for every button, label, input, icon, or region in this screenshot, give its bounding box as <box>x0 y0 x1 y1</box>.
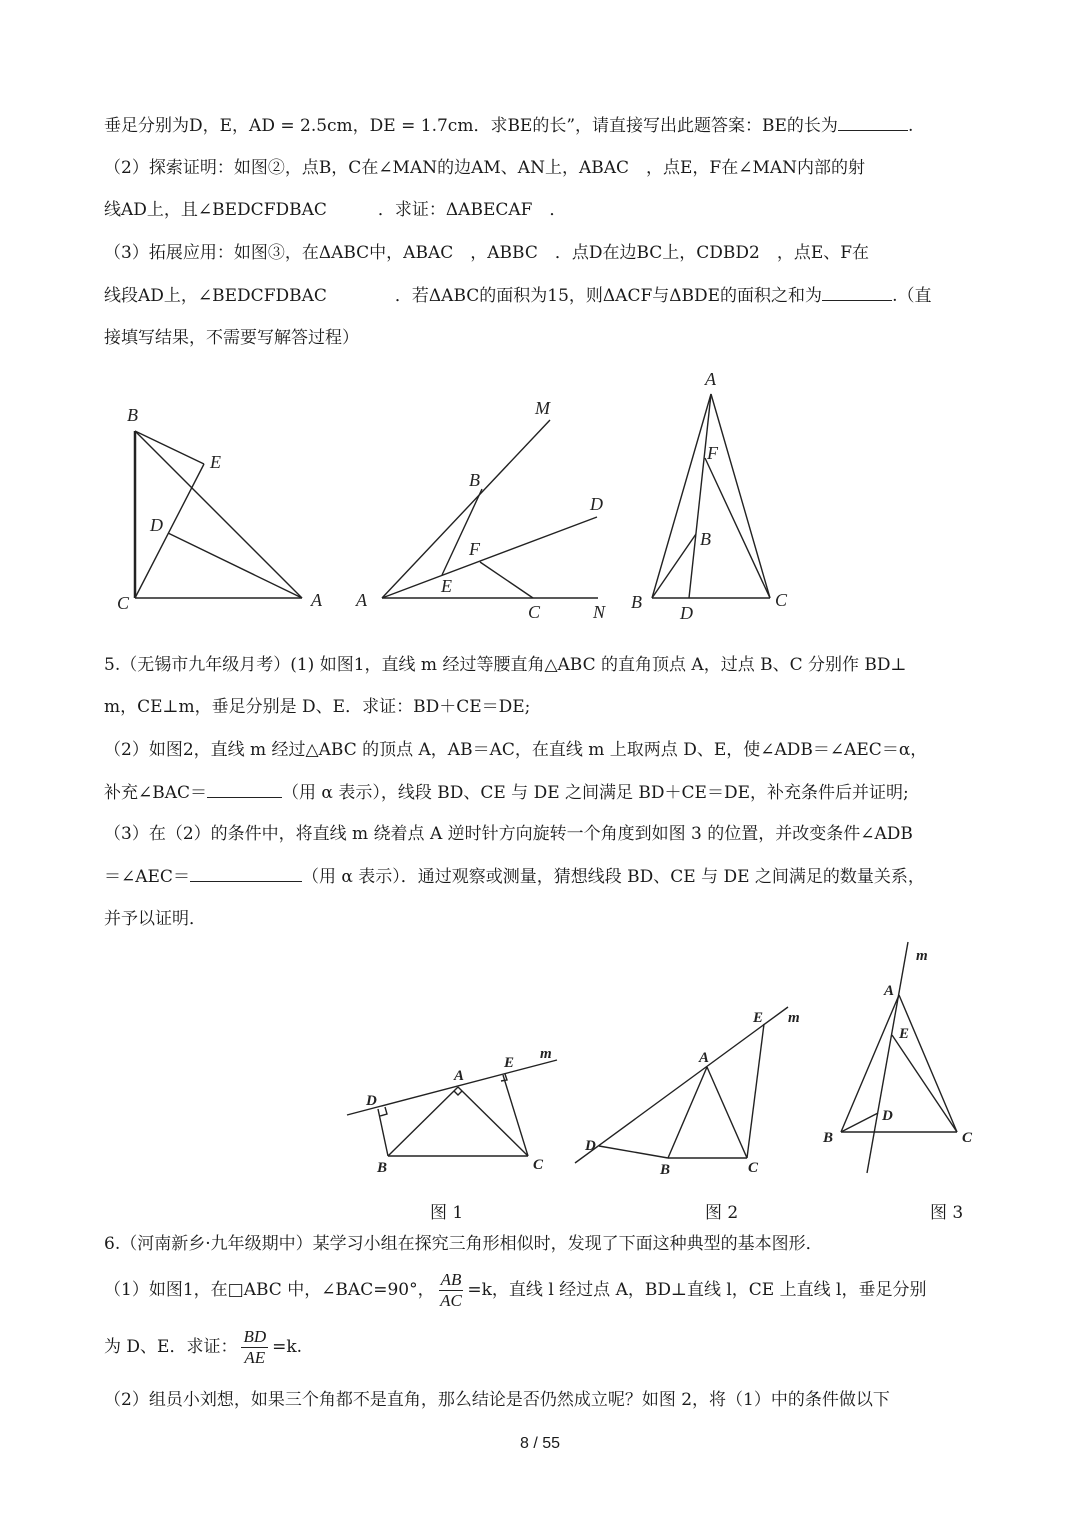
text: 线段AD上，∠BEDCFDBAC ．若ΔABC的面积为15，则ΔACF与ΔBDE的面积之和为 <box>104 286 823 306</box>
label-D: D <box>366 1093 377 1109</box>
fraction-numerator: BD <box>243 1327 267 1346</box>
problem4-part3-line2 <box>104 282 980 309</box>
label-C: C <box>962 1130 973 1146</box>
problem4-figure2 <box>350 390 630 630</box>
text: （1）如图1，在□ABC 中，∠BAC=90°， <box>104 1280 435 1300</box>
label-A: A <box>454 1068 465 1084</box>
text: 补充∠BAC＝ <box>104 783 208 803</box>
label-C: C <box>748 1160 759 1176</box>
label-B: B <box>631 592 642 612</box>
label-C: C <box>117 593 130 613</box>
label-B: B <box>469 470 480 490</box>
answer-blank[interactable] <box>190 863 302 882</box>
label-A: A <box>311 590 322 610</box>
problem5-figure1-caption: 图 1 <box>430 1203 464 1223</box>
label-F: F <box>707 443 718 463</box>
text: =k. <box>272 1337 303 1357</box>
fraction-ab-ac <box>439 1270 464 1311</box>
problem5-line3: （2）如图2，直线 m 经过△ABC 的顶点 A，AB＝AC，在直线 m 上取两点 D、E，使∠ADB＝∠AEC＝α， <box>104 740 928 760</box>
problem5-figure2-caption: 图 2 <box>705 1203 739 1223</box>
problem5-line6 <box>104 863 980 890</box>
answer-blank[interactable] <box>822 282 892 301</box>
problem6-line3 <box>104 1325 980 1369</box>
label-D: D <box>680 603 693 623</box>
problem5-figure3-caption: 图 3 <box>930 1203 964 1223</box>
problem5-line4 <box>104 779 980 806</box>
page-number: 8 / 55 <box>519 1435 561 1452</box>
problem5-figure1 <box>340 1046 570 1180</box>
problem5-line7: 并予以证明． <box>104 909 206 929</box>
label-E: E <box>441 576 452 596</box>
problem4-figure1 <box>100 365 350 625</box>
label-A: A <box>705 369 716 389</box>
label-m: m <box>916 948 928 964</box>
problem4-figure3 <box>620 365 800 630</box>
fraction-bd-ae <box>241 1327 268 1368</box>
problem5-line1: 5.（无锡市九年级月考）(1) 如图1，直线 m 经过等腰直角△ABC 的直角顶点 A，过点 B、C 分别作 BD⊥ <box>104 655 907 675</box>
fraction-numerator: AB <box>440 1270 462 1289</box>
label-A: A <box>884 983 895 999</box>
label-m: m <box>540 1046 552 1062</box>
problem6-line2 <box>104 1268 980 1312</box>
answer-blank[interactable] <box>207 779 282 798</box>
problem5-line2: m，CE⊥m，垂足分别是 D、E．求证：BD＋CE＝DE; <box>104 697 531 717</box>
label-A: A <box>699 1050 710 1066</box>
fraction-denominator: AC <box>440 1291 462 1310</box>
label-B: B <box>127 405 138 425</box>
problem5-line5: （3）在（2）的条件中，将直线 m 绕着点 A 逆时针方向旋转一个角度到如图 3 的位置，并改变条件∠ADB <box>104 824 913 844</box>
text: 为 D、E．求证： <box>104 1337 238 1357</box>
problem4-part3-line3: 接填写结果，不需要写解答过程） <box>104 328 359 348</box>
answer-blank[interactable] <box>838 112 908 131</box>
label-E: E <box>504 1055 515 1071</box>
label-D: D <box>590 494 603 514</box>
label-D: D <box>150 515 163 535</box>
label-N: N <box>593 602 606 622</box>
problem5-figure3 <box>810 935 990 1185</box>
text: （用 α 表示）．通过观察或测量，猜想线段 BD、CE 与 DE 之间满足的数量关系， <box>301 867 925 887</box>
fraction-denominator: AE <box>244 1348 266 1367</box>
label-B: B <box>823 1130 834 1146</box>
text: 垂足分别为D，E，AD = 2.5cm，DE = 1.7cm．求BE的长”，请直接写出此题答案：BE的长为 <box>104 116 838 136</box>
label-B: B <box>660 1162 671 1178</box>
label-B-inner: B <box>700 529 711 549</box>
problem4-part2-line1: （2）探索证明：如图②，点B，C在∠MAN的边AM、AN上，ABAC ，点E，F在∠MAN内部的射 <box>104 158 866 178</box>
label-C: C <box>528 602 541 622</box>
label-E: E <box>899 1026 910 1042</box>
label-A: A <box>356 590 367 610</box>
problem4-part2-line2: 线AD上，且∠BEDCFDBAC ．求证：ΔABECAF ． <box>104 200 567 220</box>
problem4-line1 <box>104 112 980 139</box>
text: .（直 <box>892 286 932 306</box>
problem5-figure2 <box>570 995 810 1178</box>
label-F: F <box>469 539 480 559</box>
label-C: C <box>533 1157 544 1173</box>
label-D: D <box>882 1108 893 1124</box>
label-m: m <box>788 1010 800 1026</box>
label-E: E <box>210 452 221 472</box>
problem6-line1: 6.（河南新乡·九年级期中）某学习小组在探究三角形相似时，发现了下面这种典型的基本图形． <box>104 1234 823 1254</box>
problem6-line4: （2）组员小刘想，如果三个角都不是直角，那么结论是否仍然成立呢？如图 2，将（1）中的条件做以下 <box>104 1390 890 1410</box>
label-B: B <box>377 1160 388 1176</box>
label-C: C <box>775 590 788 610</box>
label-D: D <box>585 1138 596 1154</box>
text: ＝∠AEC＝ <box>104 867 190 887</box>
label-M: M <box>535 398 550 418</box>
label-E: E <box>753 1010 764 1026</box>
text: . <box>907 116 914 136</box>
text: =k，直线 l 经过点 A，BD⊥直线 l，CE 上直线 l，垂足分别 <box>467 1280 927 1300</box>
text: （用 α 表示），线段 BD、CE 与 DE 之间满足 BD＋CE＝DE，补充条件后并证明; <box>282 783 909 803</box>
problem4-part3-line1: （3）拓展应用：如图③，在ΔABC中，ABAC ，ABBC ．点D在边BC上，CDBD2 ，点E、F在 <box>104 243 870 263</box>
